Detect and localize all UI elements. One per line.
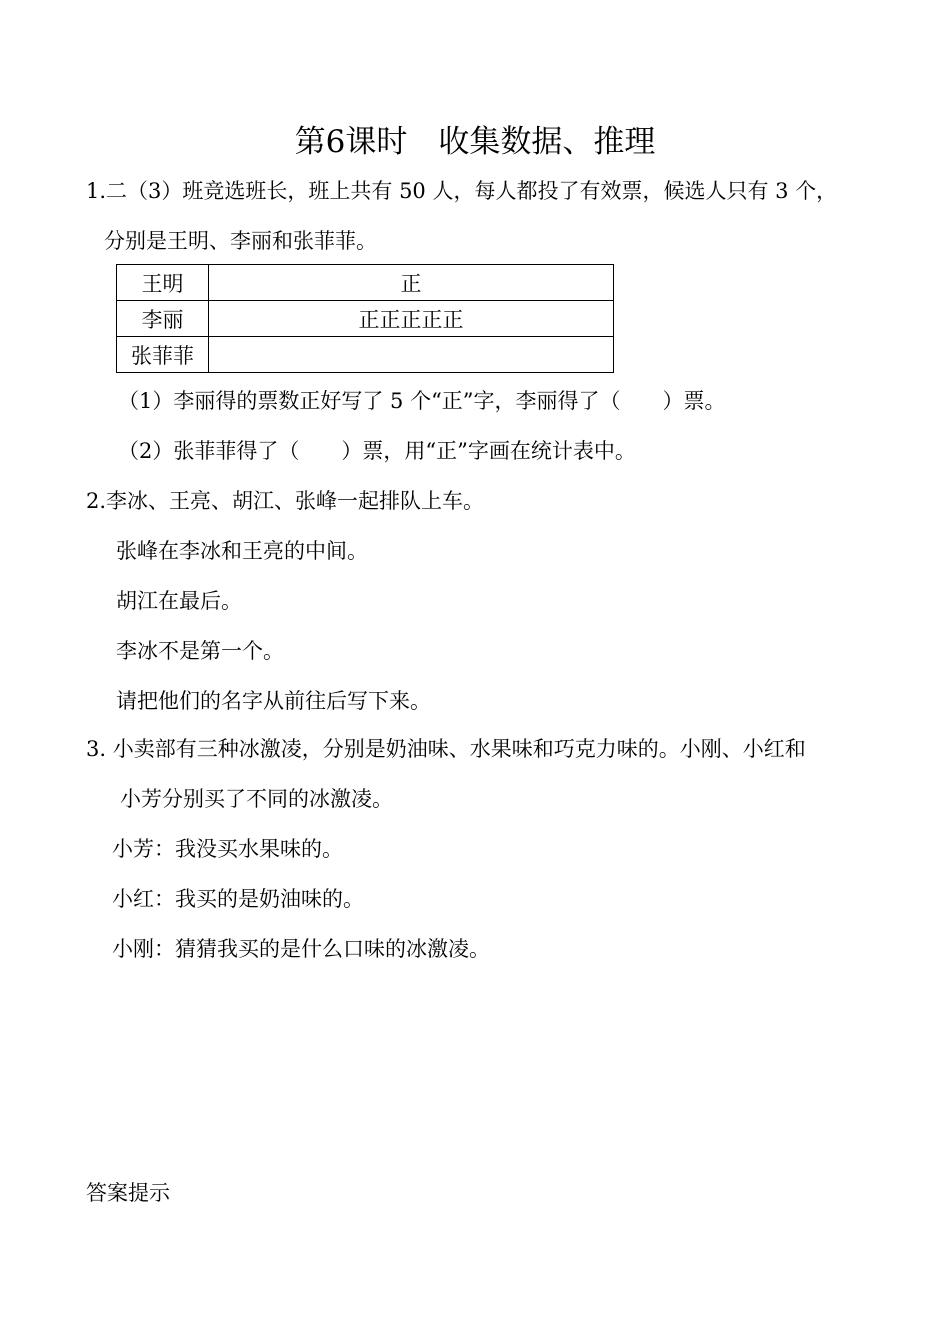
q3-line2: 小芳分别买了不同的冰激凌。	[120, 787, 393, 811]
q2-line3: 胡江在最后。	[116, 589, 242, 613]
q2-line1: 2.李冰、王亮、胡江、张峰一起排队上车。	[86, 489, 485, 513]
q1-line1: 1.二（3）班竞选班长，班上共有 50 人，每人都投了有效票，候选人只有 3 个，	[86, 179, 838, 203]
q2-line4: 李冰不是第一个。	[116, 639, 284, 663]
candidate-name: 张菲菲	[117, 337, 209, 373]
q2-line2: 张峰在李冰和王亮的中间。	[116, 539, 368, 563]
tally-marks: 正正正正正	[209, 301, 614, 337]
q3-line3: 小芳：我没买水果味的。	[112, 837, 343, 861]
answer-heading: 答案提示	[86, 1181, 170, 1205]
table-row	[117, 265, 614, 301]
table-row	[117, 337, 614, 373]
candidate-name: 李丽	[117, 301, 209, 337]
tally-table	[116, 264, 614, 373]
q2-line5: 请把他们的名字从前往后写下来。	[116, 689, 431, 713]
q1-sub1: （1）李丽得的票数正好写了 5 个“正”字，李丽得了（ ）票。	[118, 389, 726, 413]
tally-marks: 正	[209, 265, 614, 301]
q3-line4: 小红：我买的是奶油味的。	[112, 887, 364, 911]
page-title: 第6课时 收集数据、推理	[294, 124, 656, 160]
q3-line1: 3. 小卖部有三种冰激凌，分别是奶油味、水果味和巧克力味的。小刚、小红和	[86, 737, 806, 761]
q1-sub2: （2）张菲菲得了（ ）票，用“正”字画在统计表中。	[118, 439, 636, 463]
q1-line2: 分别是王明、李丽和张菲菲。	[104, 229, 377, 253]
table-row	[117, 301, 614, 337]
candidate-name: 王明	[117, 265, 209, 301]
tally-marks-empty	[209, 337, 614, 373]
q3-line5: 小刚：猜猜我买的是什么口味的冰激凌。	[112, 937, 490, 961]
